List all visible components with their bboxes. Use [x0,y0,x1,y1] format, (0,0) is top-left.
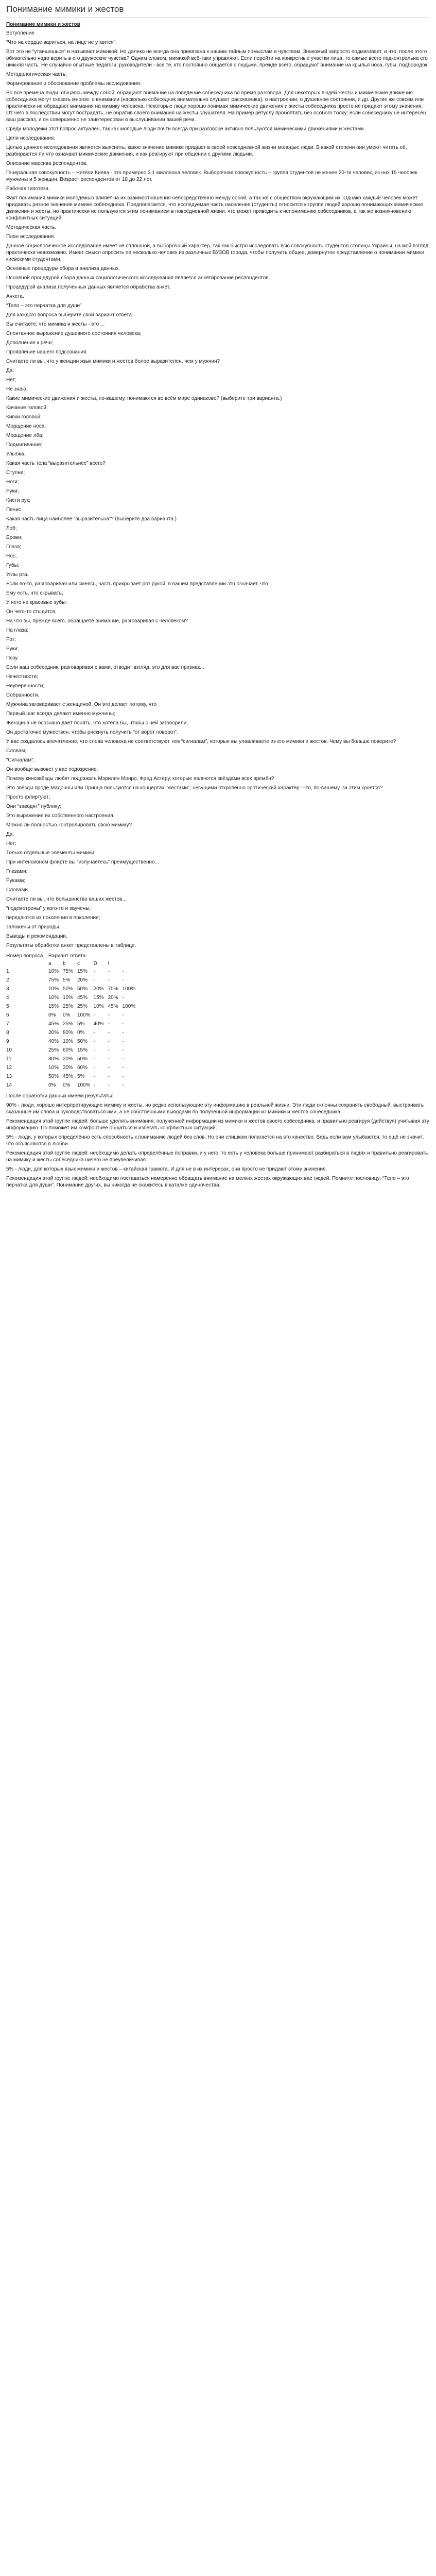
paragraph: Факт понимания мимики молодёжью влияет на их взаимоотношения непосредственно между собой, а так же с обществом окружающим их. Однако каждый человек может придавать разное значение мимике собеседника. Предполагается, что исследуемая часть населения (студенты) относится к группе людей хорошо понимающих мимические движения и жесты, но практически не пользуются этим пониманием в повседневной жизни, что может приводить к непониманию собеседников, а так же возникновению конфликтных ситуаций. [6,195,423,221]
answer-percent: 40% [48,1039,59,1044]
answer-percent: - [108,969,110,974]
paragraph: На что вы, прежде всего, обращаете внимание, разговаривая с человеком? [6,618,188,624]
paragraph: Для каждого вопроса выберите свой вариант ответа. [6,312,133,318]
answer-percent: 20% [63,1056,74,1062]
answer-percent: 25% [63,1021,74,1027]
paragraph: Это звёзды вроде Мадонны или Принца пользуются на концертах “жестами”, несущими откровенно эротический характер. Что, по-вашему, за этим кроется? [6,785,383,791]
answer-percent: - [122,1065,124,1071]
answer-percent: 25% [63,1004,74,1009]
answer-percent: 80% [63,1030,74,1036]
paragraph: 90% - люди, хорошо интерпретирующие мимику и жесты, но редко использующие эту информацию в реальной жизни. Эти люди склонны сохранять свободный, выстраивать сказанные им слова и руководствоваться ими, а не собственными выводами по полученной информации из мимики и жестов собеседника. [6,1103,424,1115]
paragraph: Основные процедуры сбора и анализа данных. [6,266,120,272]
paragraph: Морщение носа; [6,423,46,429]
answer-percent: 20% [108,995,118,1001]
paragraph: Это выражение их собственного настроения. [6,813,115,819]
table-row [6,1063,138,1072]
paragraph: Углы рта. [6,572,29,578]
question-number: 7 [6,1021,9,1027]
table-row [6,967,138,976]
answer-percent: - [122,995,124,1001]
answer-percent: - [108,1030,110,1036]
paragraph: Почему кинозвёзды любят подражать Мэрилин Монро, Фред Астеру, которые являются звёздами всех времён? [6,776,274,782]
answer-percent: - [93,1047,95,1053]
paragraph: Только отдельные элементы мимики. [6,850,96,856]
paragraph: Он достаточно мужествен, чтобы рискнуть получить “от ворот поворот”. [6,730,179,735]
paragraph: Основной процедурой сбора данных социологического исследования является анкетирование респондентов. [6,275,270,281]
answer-letter: c [77,961,80,967]
answer-percent: 0% [63,1012,71,1018]
answer-percent: - [122,1047,124,1053]
table-row [6,1020,138,1028]
paragraph: Рекомендация этой группе людей: больше уделять внимания, полученной информации из мимики и жестов своего собеседника, и правильно реагируя (действуя) учитывая эту информацию. По поможет им комфортнее общаться и избегать конфликтных ситуаций. [6,1118,429,1131]
document-heading: Понимание мимики и жестов [6,22,80,27]
answer-percent: - [108,1082,110,1088]
answer-percent: - [93,977,95,983]
table-row [6,1081,138,1090]
paragraph: Ноги; [6,479,19,485]
answer-percent: 10% [63,1039,74,1044]
paragraph: Методологическая часть. [6,72,67,77]
answer-percent: 10% [63,995,74,1001]
answer-percent: 45% [77,995,88,1001]
paragraph: Целью данного исследования является выяснить, какое значение мимике придают в своей повседневной жизни молодые люди. В какой степени они умеют читать её, разбираются ли что означают мимические движения, и как реагируют при общении с другими людьми. [6,145,407,157]
paragraph: Женщина не осознано даёт понять, что хотела бы, чтобы с ней заговорили; [6,720,188,726]
paragraph: Цели исследования. [6,135,56,141]
answer-percent: 25% [48,1047,59,1053]
answer-percent: 0% [48,1082,56,1088]
answer-percent: 30% [63,1065,74,1071]
column-header: Номер вопроса [6,953,43,959]
paragraph: Первый шаг всегда делают именно мужчины; [6,711,115,717]
paragraph: Ему есть, что скрывать; [6,590,63,596]
paragraph: На глаза; [6,628,29,633]
paragraph: Формирование и обоснование проблемы исследования. [6,81,142,87]
paragraph: Можно ли полностью контролировать свою мимику? [6,822,132,828]
paragraph: Ступни; [6,470,25,476]
paragraph: Проявление нашего подсознания. [6,349,88,355]
answer-percent: 25% [77,1004,88,1009]
answer-percent: 40% [93,1021,104,1027]
answer-percent: - [93,1030,95,1036]
table-row [6,976,138,985]
answer-percent: 75% [63,969,74,974]
paragraph: Глазами; [6,869,28,874]
paragraph: Результаты обработки анкет представлены в таблице. [6,943,136,948]
paragraph: Руками; [6,878,26,884]
paragraph: Нет; [6,841,16,846]
paragraph: Лоб; [6,526,17,531]
page [0,0,436,1196]
answer-percent: - [108,1012,110,1018]
paragraph: Морщение лба; [6,433,44,438]
question-number: 2 [6,977,9,983]
answer-percent: - [122,977,124,983]
paragraph: При интенсивном флирте вы “излучаетесь” преимущественно... [6,859,159,865]
answer-percent: 100% [122,1004,136,1009]
paragraph: Подмигивание; [6,442,43,448]
paragraph: Какая часть тела “выразительнее” всего? [6,461,106,466]
paragraph: Дополнение к речи; [6,340,54,346]
paragraph: 5% - люди, для которых язык мимики и жестов – китайская грамота. И для не в их интересах, они просто не придают этому значения. [6,1166,327,1172]
paragraph: Вы считаете, что мимика и жесты - это ... [6,321,105,327]
paragraph: Среди молодёжи этот вопрос актуален, так как молодые люди почти всегда при разговоре активно пользуются мимическими движениями и жестами. [6,126,365,132]
answer-percent: 50% [48,1074,59,1079]
answer-percent: 10% [48,986,59,992]
paragraph: Не знаю. [6,386,28,392]
paragraph: Он вообще вызовет у вас подозрение. [6,767,98,772]
answer-percent: 5% [77,1074,85,1079]
paragraph: Вот это не “утаишешься” и называют мимикой. Но далеко не всегда она привязана к нашим тайным помыслам и чувствам. Знакомый запросто подмигивает, и что, после этого обязательно надо верить в его дружеские чувства? Одним словом, мимикой всё-таки управляют. Если перейти на конкретные участки лица, то самые всего подконтрольна его нижняя часть. Не случайно опытные педагоги, руководители - все те, кто постоянно общается с людьми, прежде всего, обращают внимание на крылья носа, губы, подбородок. [6,49,429,68]
paragraph: Мужчина заговаривает с женщиной. Он это делает потому, что [6,702,157,707]
paragraph: Качание головой; [6,405,48,411]
answer-percent: 75% [48,977,59,983]
paragraph: передаются из поколения в поколение; [6,915,100,921]
answer-percent: 10% [93,1004,104,1009]
answer-percent: 10% [48,969,59,974]
answer-percent: - [108,1074,110,1079]
question-number: 8 [6,1030,9,1036]
paragraph: Нос; [6,553,17,559]
table-row [6,1011,138,1020]
paragraph: Они “заводят” публику; [6,804,62,809]
answer-percent: - [93,969,95,974]
paragraph: Спонтанное выражение душевного состояния человека; [6,331,142,336]
answer-percent: - [122,1030,124,1036]
paragraph: У вас создалось впечатление, что слова человека не соответствуют тем “сигналам”, которые вы улавливаете из его мимики и жестов. Чему вы больше поверите? [6,739,396,744]
answer-percent: 60% [63,1047,74,1053]
table-row [6,1002,138,1011]
paragraph: “Сигналам”; [6,757,35,763]
answer-percent: - [108,1039,110,1044]
answer-percent: - [122,1039,124,1044]
paragraph: Он чего-то стыдится. [6,609,57,615]
question-number: 1 [6,969,9,974]
paragraph: Рекомендация этой группе людей: необходимо делать определённые поправки, и у него, то есть у человека больше принимают разбираться в людях и правильно реагировать на мимику и жесты собеседника ничего не преувеличивая. [6,1150,428,1163]
paragraph: Если ваш собеседник, разговаривая с вами, отводит взгляд, это для вас признак... [6,665,204,670]
answer-letter: D [93,961,97,967]
answer-percent: 50% [77,1039,88,1044]
question-number: 13 [6,1074,12,1079]
answer-percent: - [93,1082,95,1088]
table-row [6,993,138,1002]
answer-letter: f [108,961,110,967]
answer-percent: 5% [63,977,71,983]
answer-percent: 50% [77,1056,88,1062]
answer-percent: 20% [77,977,88,983]
answer-percent: 100% [77,1082,91,1088]
question-number: 3 [6,986,9,992]
paragraph: Рекомендация этой группе людей: необходимо поставаться намеренно обращать внимание на мелких жестах окружающих вас людей. Помните пословицу: “Тело – это перчатка для души”. Понимание других, вы никогда не окажитесь в каталке одиночества. [6,1176,409,1188]
paragraph: Рот; [6,637,16,642]
column-header: Вариант ответа [48,953,86,959]
answer-percent: 0% [77,1030,85,1036]
paragraph: 5% - люди, у которых определённо есть способность к пониманию людей без слов. Но они слишком полагается на это качество. Ведь если вам улыбаются, то ещё не значит, что объясняются в любви. [6,1134,424,1147]
answer-percent: 0% [48,1012,56,1018]
answer-percent: - [93,1056,95,1062]
table-row [6,1028,138,1037]
paragraph: Нет; [6,377,16,383]
answer-percent: - [122,1074,124,1079]
answer-percent: - [93,1065,95,1071]
paragraph: Выводы и рекомендации. [6,934,67,939]
table-letters-row [6,960,138,967]
answer-percent: - [122,1012,124,1018]
paragraph: Брови; [6,535,23,540]
paragraph: “Что на сердце вариться, на лице не утаится”. [6,40,117,45]
answer-percent: 45% [48,1021,59,1027]
question-number: 11 [6,1056,12,1062]
table-row [6,985,138,993]
paragraph: Словами. [6,887,29,893]
paragraph: Позу. [6,655,19,661]
question-number: 5 [6,1004,9,1009]
paragraph: Руки; [6,646,19,652]
paragraph: Улыбка. [6,451,26,457]
paragraph: Руки; [6,488,19,494]
paragraph: Словам; [6,748,27,754]
page-title: Понимание мимики и жестов [6,4,430,18]
paragraph: “подсмотрены” у кого-то и заучены; [6,906,91,911]
paragraph: План исследования. [6,234,56,240]
answer-percent: 45% [63,1074,74,1079]
paragraph: Какая часть лица наиболее “выразительна”? (выберите два варианта.) [6,516,177,522]
question-number: 10 [6,1047,12,1053]
answer-percent: - [108,1056,110,1062]
question-number: 14 [6,1082,12,1088]
answer-percent: 50% [63,986,74,992]
table-row [6,1055,138,1063]
answer-percent: - [108,1021,110,1027]
paragraph: Данное социологическое исследование имеет не сплошной, а выборочный характер, так как быстро исследовать всю совокупность студентов столицы Украины, на мой взгляд, практически невозможно. Имеет смысл опросить по несколько человек из различных ВУЗОВ города, чтобы получить общее, довернутое представление о понимании мимики киевскими студентами. [6,243,430,262]
answer-percent: - [108,1065,110,1071]
empty-cell [6,960,48,967]
question-number: 6 [6,1012,9,1018]
paragraph: Глаза; [6,544,22,550]
question-number: 9 [6,1039,9,1044]
paragraph: Губы; [6,563,20,568]
paragraph: Считаете ли вы, что большинство ваших жестов... [6,896,127,902]
paragraph: Кисти рук; [6,498,30,503]
paragraph: Пенис. [6,507,23,513]
answer-percent: 5% [77,1021,85,1027]
paragraph: Да; [6,832,14,837]
paragraph: Да; [6,368,14,374]
paragraph: Рабочая гипотеза. [6,186,50,192]
answer-percent: 15% [93,995,104,1001]
paragraph: Нечестности; [6,674,38,680]
answer-percent: - [108,1047,110,1053]
answer-percent: 0% [63,1082,71,1088]
table-row [6,1072,138,1081]
answer-percent: 10% [48,1065,59,1071]
question-number: 4 [6,995,9,1001]
answer-percent: 30% [48,1056,59,1062]
answer-percent: - [93,1074,95,1079]
paragraph: Генеральная совокупность – жители Киева - это примерно 3.1 миллиона человек. Выборочная совокупность – группа студентов не менее 20-ти человек, из них 15 человек мужчины и 5 женщин. Возраст респондентов от 18 до 22 лет. [6,170,417,182]
answer-percent: 15% [77,1047,88,1053]
paragraph: Методическая часть. [6,225,57,230]
answer-percent: 20% [48,1030,59,1036]
paragraph: Описание массива респондентов. [6,161,88,166]
table-row [6,1046,138,1055]
paragraph: Анкета. [6,294,24,299]
answer-percent: 15% [48,1004,59,1009]
answer-percent: 15% [77,969,88,974]
paragraph: Считаете ли вы, что у женщин язык мимики и жестов более выразителен, чем у мужчин? [6,359,220,364]
paragraph: заложены от природы. [6,924,61,930]
answer-percent: 50% [77,986,88,992]
table-row [6,1037,138,1046]
paragraph: Во все времена люди, общаясь между собой, обращают внимание на поведение собеседника во время разговора. Для некоторых людей жесты и мимические движения собеседника могут сказать многое: о внимании (насколько собеседник внимательно слушает рассказчика), о настроении, о душевном состоянии, и др. Другие же совсем или практически не обращают внимания на мимику человека. Некоторые люди хорошо понимая мимические движения и жесты собеседника просто не придают этому значения. От чего в последствии могут пострадать, не обратив своего внимания на жесты слушателя. На пример ретуслу пробоптать без особого толку; если собеседнику не интересен ваш рассказ, и он совершенно не заинтересован в выслушивании вашей речи. [6,90,426,123]
paragraph: Какие мимические движения и жесты, по-вашему, понимаются во всём мире одинаково? (выберите три варианта.) [6,396,282,401]
answer-percent: - [122,1082,124,1088]
table-header-row [6,952,138,960]
question-number: 12 [6,1065,12,1071]
answer-percent: 100% [77,1012,91,1018]
answer-percent: - [108,977,110,983]
answer-percent: 20% [93,986,104,992]
paragraph: Собранности. [6,692,40,698]
answer-percent: - [122,1056,124,1062]
answer-percent: 100% [122,986,136,992]
answer-percent: - [122,969,124,974]
paragraph: Если во-то, разговаривая или смеясь, часть прикрывает рот рукой, в вашем представлении это означает, что... [6,581,272,587]
answer-percent: 70% [108,986,118,992]
paragraph: У него не красивые зубы; [6,600,67,605]
document-body-after-table [6,1093,430,1189]
answer-percent: - [93,1039,95,1044]
document-body-before-table [6,30,430,949]
paragraph: “Тело – это перчатка для души” [6,303,82,309]
answer-letter: a [48,961,51,967]
answer-percent: 10% [48,995,59,1001]
answer-percent: 60% [77,1065,88,1071]
paragraph: Кивки головой; [6,414,42,420]
paragraph: После обработки данных имеем результаты: [6,1093,114,1099]
answer-percent: - [93,1012,95,1018]
paragraph: Просто флиртуют; [6,794,50,800]
answer-percent: - [122,1021,124,1027]
paragraph: Вступление [6,30,34,36]
paragraph: Неуверенности; [6,683,45,689]
answer-letter: b [63,961,66,967]
answer-percent: 45% [108,1004,118,1009]
paragraph: Процедурой анализа полученных данных является обработка анкет. [6,284,170,290]
results-table [6,952,138,1090]
